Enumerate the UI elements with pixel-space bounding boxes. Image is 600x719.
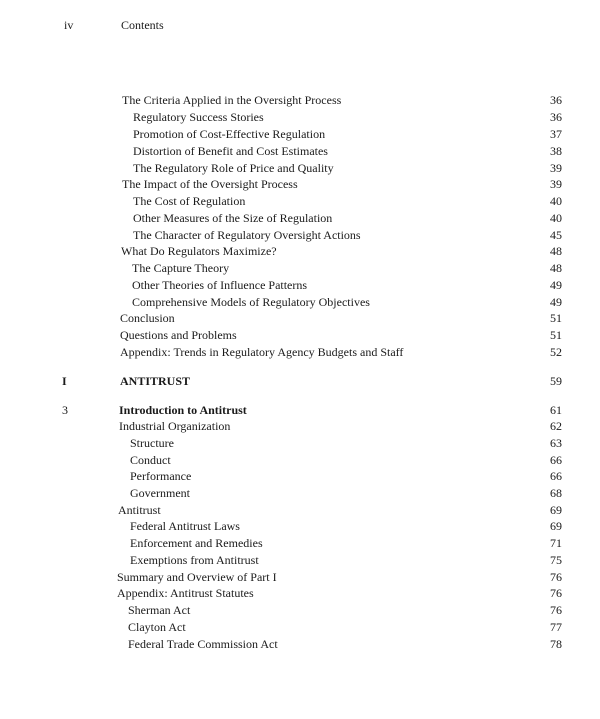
toc-entry — [0, 277, 600, 293]
toc-entry-title: Questions and Problems — [120, 328, 237, 342]
toc-entry-page: 77 — [550, 620, 562, 634]
toc-entry-page: 48 — [550, 244, 562, 258]
toc-entry-page: 78 — [550, 637, 562, 651]
toc-entry-page: 49 — [550, 278, 562, 292]
toc-entry-page: 66 — [550, 453, 562, 467]
toc-entry-title: Exemptions from Antitrust — [130, 553, 259, 567]
toc-entry-page: 51 — [550, 311, 562, 325]
toc-entry — [0, 569, 600, 585]
toc-entry-title: Comprehensive Models of Regulatory Objectives — [132, 295, 370, 309]
toc-entry-page: 52 — [550, 345, 562, 359]
toc-entry — [0, 636, 600, 652]
toc-entry-title: Clayton Act — [128, 620, 186, 634]
toc-entry-title: Government — [130, 486, 190, 500]
toc-entry — [0, 227, 600, 243]
toc-entry-page: 59 — [550, 374, 562, 388]
toc-entry-page: 66 — [550, 469, 562, 483]
toc-entry-page: 69 — [550, 503, 562, 517]
toc-entry — [0, 452, 600, 468]
toc-entry-title: Appendix: Trends in Regulatory Agency Budgets and Staff — [120, 345, 404, 359]
toc-chapter-number: 3 — [62, 403, 68, 417]
toc-entry-page: 76 — [550, 586, 562, 600]
toc-entry — [0, 552, 600, 568]
toc-entry-title: The Capture Theory — [132, 261, 230, 275]
toc-entry-title: Industrial Organization — [119, 419, 231, 433]
toc-entry-title: Enforcement and Remedies — [130, 536, 263, 550]
toc-entry-title: Performance — [130, 469, 192, 483]
toc-entry-title: The Regulatory Role of Price and Quality — [133, 161, 334, 175]
toc-entry — [0, 126, 600, 142]
toc-entry-title: ANTITRUST — [120, 374, 191, 388]
toc-entry-title: The Criteria Applied in the Oversight Process — [122, 93, 342, 107]
toc-entry-title: Conduct — [130, 453, 171, 467]
toc-part-number: I — [62, 374, 67, 388]
toc-entry-page: 51 — [550, 328, 562, 342]
toc-entry-page: 38 — [550, 144, 562, 158]
toc-entry-title: Other Theories of Influence Patterns — [132, 278, 308, 292]
toc-entry-title: What Do Regulators Maximize? — [121, 244, 277, 258]
toc-entry — [0, 602, 600, 618]
toc-entry-page: 40 — [550, 211, 562, 225]
toc-entry — [0, 92, 600, 108]
toc-entry-page: 48 — [550, 261, 562, 275]
toc-entry-page: 68 — [550, 486, 562, 500]
toc-entry-title: Structure — [130, 436, 174, 450]
toc-entry — [0, 418, 600, 434]
toc-entry-page: 63 — [550, 436, 562, 450]
toc-entry — [0, 310, 600, 326]
toc-chapter-entry — [0, 402, 600, 418]
toc-entry-title: Distortion of Benefit and Cost Estimates — [133, 144, 328, 158]
toc-entry-page: 62 — [550, 419, 562, 433]
toc-entry-page: 39 — [550, 161, 562, 175]
toc-entry-page: 36 — [550, 93, 562, 107]
toc-entry-title: Summary and Overview of Part I — [117, 570, 277, 584]
toc-entry — [0, 210, 600, 226]
toc-entry — [0, 535, 600, 551]
toc-entry-title: Sherman Act — [128, 603, 191, 617]
toc-entry-title: The Cost of Regulation — [133, 194, 246, 208]
toc-entry-title: Other Measures of the Size of Regulation — [133, 211, 333, 225]
toc-entry-title: Regulatory Success Stories — [133, 110, 264, 124]
toc-entry-page: 75 — [550, 553, 562, 567]
toc-entry-page: 49 — [550, 295, 562, 309]
toc-entry-title: The Character of Regulatory Oversight Actions — [133, 228, 361, 242]
toc-entry — [0, 502, 600, 518]
toc-entry-page: 76 — [550, 603, 562, 617]
toc-entry — [0, 327, 600, 343]
toc-entry-page: 39 — [550, 177, 562, 191]
toc-entry-page: 76 — [550, 570, 562, 584]
toc-entry-title: Appendix: Antitrust Statutes — [117, 586, 254, 600]
toc-entry-title: Federal Trade Commission Act — [128, 637, 278, 651]
toc-entry — [0, 468, 600, 484]
toc-part-entry — [0, 373, 600, 389]
toc-entry — [0, 176, 600, 192]
toc-entry-title: Promotion of Cost-Effective Regulation — [133, 127, 326, 141]
toc-entry-page: 36 — [550, 110, 562, 124]
toc-entry-page: 37 — [550, 127, 562, 141]
toc-entry — [0, 344, 600, 360]
toc-entry-page: 69 — [550, 519, 562, 533]
toc-entry — [0, 109, 600, 125]
toc-entry — [0, 260, 600, 276]
toc-entry — [0, 585, 600, 601]
toc-entry — [0, 518, 600, 534]
running-head: Contents — [121, 18, 164, 32]
toc-entry-title: Antitrust — [118, 503, 161, 517]
toc-entry-page: 61 — [550, 403, 562, 417]
toc-entry — [0, 193, 600, 209]
toc-entry — [0, 243, 600, 259]
toc-entry-page: 45 — [550, 228, 562, 242]
page-number: iv — [64, 18, 74, 32]
toc-entry — [0, 485, 600, 501]
toc-entry — [0, 160, 600, 176]
toc-entry — [0, 294, 600, 310]
toc-entry — [0, 143, 600, 159]
toc-entry-page: 71 — [550, 536, 562, 550]
toc-entry — [0, 619, 600, 635]
toc-entry-title: Federal Antitrust Laws — [130, 519, 240, 533]
toc-entry-title: The Impact of the Oversight Process — [122, 177, 298, 191]
toc-entry — [0, 435, 600, 451]
toc-entry-title: Conclusion — [120, 311, 175, 325]
toc-entry-page: 40 — [550, 194, 562, 208]
toc-entry-title: Introduction to Antitrust — [119, 403, 247, 417]
